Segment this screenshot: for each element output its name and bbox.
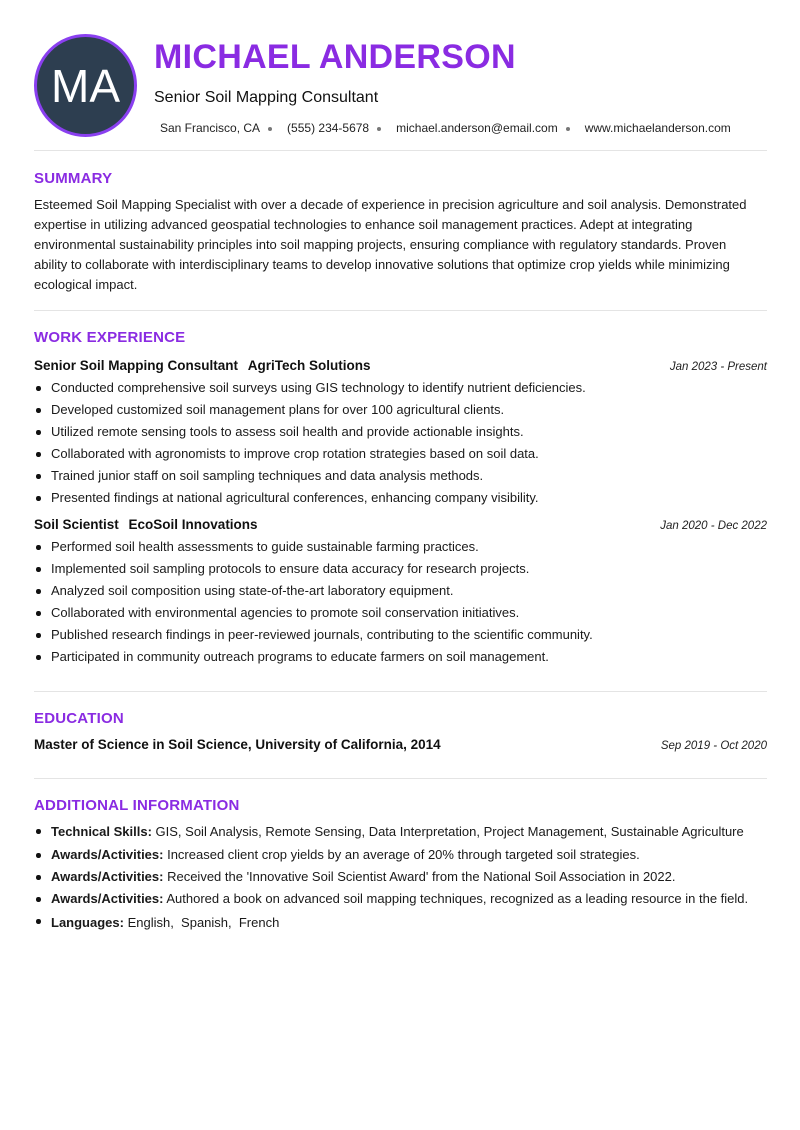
info-label: Awards/Activities: xyxy=(51,847,164,862)
list-item: Collaborated with environmental agencies to promote soil conservation initiatives. xyxy=(34,602,767,624)
list-item: Presented findings at national agricultural conferences, enhancing company visibility. xyxy=(34,487,767,509)
job-title-company xyxy=(34,358,371,373)
avatar-initials: MA xyxy=(51,59,120,112)
contact-phone: (555) 234-5678 xyxy=(287,121,370,135)
job-role: Soil Scientist xyxy=(34,517,119,532)
summary-line: ecological impact. xyxy=(34,277,138,292)
info-label: Awards/Activities: xyxy=(51,891,164,906)
job-company: EcoSoil Innovations xyxy=(128,517,258,532)
list-item: Developed customized soil management plans for over 100 agricultural clients. xyxy=(34,399,767,421)
job-bullets xyxy=(34,536,767,668)
job-dates: Jan 2023 - Present xyxy=(669,361,767,373)
list-item: Implemented soil sampling protocols to ensure data accuracy for research projects. xyxy=(34,558,767,580)
resume-header xyxy=(34,0,767,150)
info-text: Received the 'Innovative Soil Scientist Award' from the National Soil Association in 2022. xyxy=(163,869,676,884)
avatar xyxy=(34,34,137,137)
candidate-name: MICHAEL ANDERSON xyxy=(154,38,516,76)
job-company: AgriTech Solutions xyxy=(247,358,371,373)
job-header xyxy=(34,358,767,373)
section-heading-summary: SUMMARY xyxy=(34,170,113,187)
education-section xyxy=(34,692,767,752)
contact-info xyxy=(160,121,731,135)
list-item: Utilized remote sensing tools to assess soil health and provide actionable insights. xyxy=(34,421,767,443)
summary-line: ability to collaborate with interdisciplinary teams to develop innovative solutions that optimize crop yields while minimizing xyxy=(34,257,730,272)
candidate-title: Senior Soil Mapping Consultant xyxy=(154,89,379,106)
contact-email[interactable]: michael.anderson@email.com xyxy=(396,121,558,135)
summary-line: expertise in utilizing advanced geospatial technologies to enhance soil management practices. Adept at integrating xyxy=(34,217,693,232)
summary-text xyxy=(34,195,767,295)
list-item: Performed soil health assessments to guide sustainable farming practices. xyxy=(34,536,767,558)
resume-page xyxy=(34,0,767,936)
list-item: Conducted comprehensive soil surveys using GIS technology to identify nutrient deficiencies. xyxy=(34,377,767,399)
education-degree: Master of Science in Soil Science, University of California, 2014 xyxy=(34,737,441,752)
separator-dot-icon xyxy=(377,127,381,131)
additional-info-section xyxy=(34,779,767,936)
summary-section xyxy=(34,151,767,295)
list-item: Published research findings in peer-reviewed journals, contributing to the scientific community. xyxy=(34,624,767,646)
info-text: GIS, Soil Analysis, Remote Sensing, Data Interpretation, Project Management, Sustainable Agriculture xyxy=(151,824,744,839)
job-role: Senior Soil Mapping Consultant xyxy=(34,358,238,373)
section-heading-experience: WORK EXPERIENCE xyxy=(34,329,186,346)
education-entry xyxy=(34,737,767,752)
list-item: Collaborated with agronomists to improve crop rotation strategies based on soil data. xyxy=(34,443,767,465)
section-heading-education: EDUCATION xyxy=(34,710,124,727)
list-item: Trained junior staff on soil sampling techniques and data analysis methods. xyxy=(34,465,767,487)
additional-info-list xyxy=(34,820,767,936)
work-experience-section xyxy=(34,311,767,668)
summary-line: Esteemed Soil Mapping Specialist with over a decade of experience in precision agriculture and soil analysis. Demonstrated xyxy=(34,197,747,212)
job-header xyxy=(34,517,767,532)
list-item xyxy=(34,910,767,936)
separator-dot-icon xyxy=(268,127,272,131)
info-label: Awards/Activities: xyxy=(51,869,164,884)
separator-dot-icon xyxy=(566,127,570,131)
info-text: Authored a book on advanced soil mapping techniques, recognized as a leading resource in the field. xyxy=(163,891,749,906)
list-item xyxy=(34,888,767,910)
education-dates: Sep 2019 - Oct 2020 xyxy=(660,740,767,752)
list-item xyxy=(34,820,767,844)
job-title-company xyxy=(34,517,258,532)
info-label: Technical Skills: xyxy=(51,824,152,839)
info-text: Increased client crop yields by an average of 20% through targeted soil strategies. xyxy=(163,847,640,862)
contact-website[interactable]: www.michaelanderson.com xyxy=(584,121,731,135)
job-dates: Jan 2020 - Dec 2022 xyxy=(660,520,767,532)
job-entry xyxy=(34,517,767,668)
contact-location: San Francisco, CA xyxy=(160,121,261,135)
list-item xyxy=(34,844,767,866)
section-heading-additional: ADDITIONAL INFORMATION xyxy=(34,797,240,814)
list-item xyxy=(34,866,767,888)
info-text: English, Spanish, French xyxy=(123,915,280,930)
list-item: Analyzed soil composition using state-of-the-art laboratory equipment. xyxy=(34,580,767,602)
job-bullets xyxy=(34,377,767,509)
job-entry xyxy=(34,358,767,509)
info-label: Languages: xyxy=(51,915,124,930)
list-item: Participated in community outreach programs to educate farmers on soil management. xyxy=(34,646,767,668)
summary-line: environmental sustainability principles into soil mapping projects, ensuring compliance with regulatory standards. Proven xyxy=(34,237,727,252)
